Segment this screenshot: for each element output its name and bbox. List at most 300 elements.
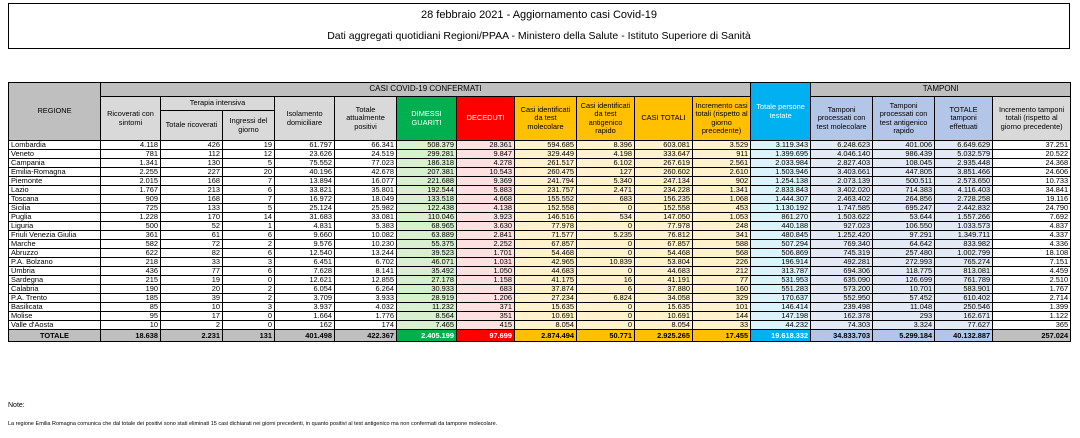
- value-cell: 1.254.138: [751, 177, 811, 186]
- value-cell: 480.845: [751, 231, 811, 240]
- value-cell: 293: [873, 312, 935, 321]
- value-cell: 24.519: [335, 150, 397, 159]
- value-cell: 329.449: [515, 150, 577, 159]
- value-cell: 6.264: [335, 285, 397, 294]
- value-cell: 19: [223, 141, 275, 150]
- value-cell: 221.688: [397, 177, 457, 186]
- value-cell: 1.341: [101, 159, 161, 168]
- value-cell: 155.552: [515, 195, 577, 204]
- value-cell: 257.480: [873, 249, 935, 258]
- table-row: [9, 267, 1071, 276]
- value-cell: 42.678: [335, 168, 397, 177]
- col-dimessi-guariti: DIMESSI GUARITI: [397, 97, 457, 141]
- value-cell: 1.557.266: [935, 213, 993, 222]
- value-cell: 2: [223, 294, 275, 303]
- value-cell: 6: [223, 249, 275, 258]
- value-cell: 2.471: [577, 186, 635, 195]
- table-row: [9, 276, 1071, 285]
- value-cell: 2.255: [101, 168, 161, 177]
- value-cell: 2.935.448: [935, 159, 993, 168]
- value-cell: 371: [457, 303, 515, 312]
- total-value-cell: 422.367: [335, 330, 397, 342]
- value-cell: 10.839: [577, 258, 635, 267]
- value-cell: 2.510: [993, 276, 1071, 285]
- value-cell: 147.198: [751, 312, 811, 321]
- col-incremento-casi: Incremento casi totali (rispetto al giorno precedente): [693, 97, 751, 141]
- value-cell: 1.767: [993, 285, 1071, 294]
- value-cell: 4.337: [993, 231, 1071, 240]
- value-cell: 34.058: [635, 294, 693, 303]
- value-cell: 351: [457, 312, 515, 321]
- value-cell: 71.577: [515, 231, 577, 240]
- region-name-cell: Lombardia: [9, 141, 101, 150]
- value-cell: 506.869: [751, 249, 811, 258]
- value-cell: 52: [161, 222, 223, 231]
- report-title: 28 febbraio 2021 - Aggiornamento casi Covid-19: [420, 9, 658, 21]
- total-value-cell: 17.455: [693, 330, 751, 342]
- value-cell: 4.336: [993, 240, 1071, 249]
- table-row: [9, 222, 1071, 231]
- value-cell: 4.278: [457, 159, 515, 168]
- value-cell: 64.642: [873, 240, 935, 249]
- value-cell: 8.564: [397, 312, 457, 321]
- value-cell: 986.439: [873, 150, 935, 159]
- value-cell: 313.787: [751, 267, 811, 276]
- table-row: [9, 249, 1071, 258]
- region-name-cell: Marche: [9, 240, 101, 249]
- value-cell: 7: [223, 177, 275, 186]
- value-cell: 231.757: [515, 186, 577, 195]
- value-cell: 3.119.343: [751, 141, 811, 150]
- value-cell: 6: [223, 231, 275, 240]
- value-cell: 215: [101, 276, 161, 285]
- value-cell: 2.073.139: [811, 177, 873, 186]
- value-cell: 4.118: [101, 141, 161, 150]
- value-cell: 507.294: [751, 240, 811, 249]
- value-cell: 170.637: [751, 294, 811, 303]
- value-cell: 67.857: [515, 240, 577, 249]
- value-cell: 3.933: [335, 294, 397, 303]
- value-cell: 11.232: [397, 303, 457, 312]
- value-cell: 1.033.573: [935, 222, 993, 231]
- value-cell: 4.831: [275, 222, 335, 231]
- value-cell: 112: [161, 150, 223, 159]
- region-name-cell: Sardegna: [9, 276, 101, 285]
- total-value-cell: 2.231: [161, 330, 223, 342]
- value-cell: 127: [577, 168, 635, 177]
- col-isolamento: Isolamento domiciliare: [275, 97, 335, 141]
- value-cell: 329: [693, 294, 751, 303]
- total-value-cell: 5.299.184: [873, 330, 935, 342]
- value-cell: 16: [577, 276, 635, 285]
- value-cell: 97.291: [873, 231, 935, 240]
- value-cell: 6: [223, 267, 275, 276]
- value-cell: 122.438: [397, 204, 457, 213]
- value-cell: 34.841: [993, 186, 1071, 195]
- col-tamponi-molecolare: Tamponi processati con test molecolare: [811, 97, 873, 141]
- table-row: [9, 195, 1071, 204]
- value-cell: 39.523: [397, 249, 457, 258]
- value-cell: 2.442.832: [935, 204, 993, 213]
- total-value-cell: 19.618.332: [751, 330, 811, 342]
- value-cell: 192.544: [397, 186, 457, 195]
- value-cell: 3.709: [275, 294, 335, 303]
- value-cell: 2.610: [693, 168, 751, 177]
- value-cell: 8.054: [515, 321, 577, 330]
- report-header: [8, 3, 1070, 49]
- value-cell: 33.821: [275, 186, 335, 195]
- value-cell: 10.733: [993, 177, 1071, 186]
- table-row: [9, 168, 1071, 177]
- table-row: [9, 204, 1071, 213]
- value-cell: 9.847: [457, 150, 515, 159]
- value-cell: 118.775: [873, 267, 935, 276]
- region-name-cell: P.A. Trento: [9, 294, 101, 303]
- total-value-cell: 2.405.199: [397, 330, 457, 342]
- value-cell: 44.683: [635, 267, 693, 276]
- col-casi-molecolare: Casi identificati da test molecolare: [515, 97, 577, 141]
- value-cell: 3.529: [693, 141, 751, 150]
- value-cell: 20.522: [993, 150, 1071, 159]
- covid-data-table: [8, 82, 1071, 342]
- value-cell: 765.274: [935, 258, 993, 267]
- value-cell: 0: [577, 303, 635, 312]
- value-cell: 361: [101, 231, 161, 240]
- value-cell: 33: [161, 258, 223, 267]
- value-cell: 694.306: [811, 267, 873, 276]
- value-cell: 156.235: [635, 195, 693, 204]
- value-cell: 1.444.307: [751, 195, 811, 204]
- table-row: [9, 240, 1071, 249]
- value-cell: 813.081: [935, 267, 993, 276]
- value-cell: 213: [161, 186, 223, 195]
- value-cell: 77.978: [515, 222, 577, 231]
- value-cell: 16.972: [275, 195, 335, 204]
- value-cell: 25.982: [335, 204, 397, 213]
- value-cell: 8.396: [577, 141, 635, 150]
- value-cell: 272.993: [873, 258, 935, 267]
- value-cell: 745.319: [811, 249, 873, 258]
- region-name-cell: Basilicata: [9, 303, 101, 312]
- value-cell: 24.606: [993, 168, 1071, 177]
- value-cell: 10.543: [457, 168, 515, 177]
- value-cell: 10.230: [335, 240, 397, 249]
- value-cell: 551.283: [751, 285, 811, 294]
- value-cell: 440.188: [751, 222, 811, 231]
- value-cell: 144: [693, 312, 751, 321]
- value-cell: 622: [101, 249, 161, 258]
- table-row: [9, 213, 1071, 222]
- total-value-cell: 50.771: [577, 330, 635, 342]
- value-cell: 1.349.711: [935, 231, 993, 240]
- value-cell: 534: [577, 213, 635, 222]
- col-tamponi-totale: TOTALE tamponi effettuati: [935, 97, 993, 141]
- total-row: [9, 330, 1071, 342]
- value-cell: 226: [693, 258, 751, 267]
- value-cell: 170: [161, 213, 223, 222]
- value-cell: 1.399.695: [751, 150, 811, 159]
- col-region-header: REGIONE: [9, 83, 101, 141]
- value-cell: 769.340: [811, 240, 873, 249]
- col-deceduti: DECEDUTI: [457, 97, 515, 141]
- total-value-cell: 401.498: [275, 330, 335, 342]
- value-cell: 19.116: [993, 195, 1071, 204]
- region-name-cell: Friuli Venezia Giulia: [9, 231, 101, 240]
- value-cell: 41.191: [635, 276, 693, 285]
- value-cell: 610.402: [935, 294, 993, 303]
- value-cell: 162.378: [811, 312, 873, 321]
- value-cell: 0: [577, 267, 635, 276]
- total-value-cell: 40.132.887: [935, 330, 993, 342]
- value-cell: 2.252: [457, 240, 515, 249]
- value-cell: 68.965: [397, 222, 457, 231]
- col-totale-positivi: Totale attualmente positivi: [335, 97, 397, 141]
- value-cell: 401.006: [873, 141, 935, 150]
- total-value-cell: 34.833.703: [811, 330, 873, 342]
- value-cell: 0: [223, 276, 275, 285]
- value-cell: 1.053: [693, 213, 751, 222]
- col-casi-totali: CASI TOTALI: [635, 97, 693, 141]
- value-cell: 10: [161, 303, 223, 312]
- value-cell: 77.978: [635, 222, 693, 231]
- value-cell: 603.081: [635, 141, 693, 150]
- value-cell: 8.141: [335, 267, 397, 276]
- value-cell: 3.630: [457, 222, 515, 231]
- value-cell: 5.235: [577, 231, 635, 240]
- value-cell: 1.228: [101, 213, 161, 222]
- value-cell: 635.090: [811, 276, 873, 285]
- value-cell: 14: [223, 213, 275, 222]
- value-cell: 0: [223, 312, 275, 321]
- table-row: [9, 294, 1071, 303]
- value-cell: 9.660: [275, 231, 335, 240]
- value-cell: 6.824: [577, 294, 635, 303]
- value-cell: 2.463.402: [811, 195, 873, 204]
- value-cell: 160: [693, 285, 751, 294]
- value-cell: 4.668: [457, 195, 515, 204]
- value-cell: 4.116.403: [935, 186, 993, 195]
- table-row: [9, 312, 1071, 321]
- value-cell: 582: [101, 240, 161, 249]
- value-cell: 39: [161, 294, 223, 303]
- value-cell: 3: [223, 258, 275, 267]
- value-cell: 902: [693, 177, 751, 186]
- value-cell: 24.368: [993, 159, 1071, 168]
- value-cell: 82: [161, 249, 223, 258]
- value-cell: 365: [993, 321, 1071, 330]
- value-cell: 63.889: [397, 231, 457, 240]
- value-cell: 260.475: [515, 168, 577, 177]
- value-cell: 2: [161, 321, 223, 330]
- value-cell: 583.901: [935, 285, 993, 294]
- value-cell: 761.789: [935, 276, 993, 285]
- value-cell: 241.794: [515, 177, 577, 186]
- value-cell: 531.953: [751, 276, 811, 285]
- value-cell: 53.804: [635, 258, 693, 267]
- value-cell: 2: [223, 240, 275, 249]
- value-cell: 110.046: [397, 213, 457, 222]
- value-cell: 2.015: [101, 177, 161, 186]
- value-cell: 16.077: [335, 177, 397, 186]
- value-cell: 207.381: [397, 168, 457, 177]
- value-cell: 46.071: [397, 258, 457, 267]
- value-cell: 106.550: [873, 222, 935, 231]
- value-cell: 453: [693, 204, 751, 213]
- value-cell: 1.031: [457, 258, 515, 267]
- value-cell: 299.281: [397, 150, 457, 159]
- region-name-cell: Valle d'Aosta: [9, 321, 101, 330]
- value-cell: 10.082: [335, 231, 397, 240]
- value-cell: 168: [161, 195, 223, 204]
- value-cell: 3.923: [457, 213, 515, 222]
- value-cell: 31.683: [275, 213, 335, 222]
- value-cell: 37.880: [635, 285, 693, 294]
- col-tamponi-antigenico: Tamponi processati con test antigenico rapido: [873, 97, 935, 141]
- value-cell: 146.414: [751, 303, 811, 312]
- value-cell: 74.303: [811, 321, 873, 330]
- value-cell: 61: [161, 231, 223, 240]
- value-cell: 508.379: [397, 141, 457, 150]
- value-cell: 2.833.843: [751, 186, 811, 195]
- value-cell: 55.375: [397, 240, 457, 249]
- value-cell: 0: [577, 240, 635, 249]
- region-name-cell: P.A. Bolzano: [9, 258, 101, 267]
- table-row: [9, 177, 1071, 186]
- col-casi-antigenico: Casi identificati da test antigenico rapido: [577, 97, 635, 141]
- region-name-cell: Umbria: [9, 267, 101, 276]
- value-cell: 4.046.140: [811, 150, 873, 159]
- col-persone-testate: Totale persone testate: [751, 83, 811, 141]
- value-cell: 341: [693, 231, 751, 240]
- value-cell: 133: [161, 204, 223, 213]
- value-cell: 30.933: [397, 285, 457, 294]
- value-cell: 1.341: [693, 186, 751, 195]
- value-cell: 683: [577, 195, 635, 204]
- value-cell: 77.023: [335, 159, 397, 168]
- value-cell: 594.685: [515, 141, 577, 150]
- value-cell: 77: [161, 267, 223, 276]
- value-cell: 28.919: [397, 294, 457, 303]
- value-cell: 20: [223, 168, 275, 177]
- value-cell: 6.451: [275, 258, 335, 267]
- value-cell: 0: [577, 321, 635, 330]
- value-cell: 2.573.650: [935, 177, 993, 186]
- value-cell: 133.518: [397, 195, 457, 204]
- value-cell: 196.914: [751, 258, 811, 267]
- value-cell: 77.627: [935, 321, 993, 330]
- value-cell: 500.511: [873, 177, 935, 186]
- value-cell: 40.196: [275, 168, 335, 177]
- region-name-cell: Puglia: [9, 213, 101, 222]
- value-cell: 5.383: [335, 222, 397, 231]
- value-cell: 264.856: [873, 195, 935, 204]
- value-cell: 1: [223, 222, 275, 231]
- value-cell: 3.324: [873, 321, 935, 330]
- value-cell: 552.950: [811, 294, 873, 303]
- value-cell: 10.701: [873, 285, 935, 294]
- value-cell: 861.270: [751, 213, 811, 222]
- value-cell: 250.546: [935, 303, 993, 312]
- region-name-cell: Molise: [9, 312, 101, 321]
- value-cell: 1.050: [457, 267, 515, 276]
- region-name-cell: Liguria: [9, 222, 101, 231]
- value-cell: 126.699: [873, 276, 935, 285]
- table-row: [9, 303, 1071, 312]
- value-cell: 9.576: [275, 240, 335, 249]
- value-cell: 18.049: [335, 195, 397, 204]
- value-cell: 41.175: [515, 276, 577, 285]
- value-cell: 186.318: [397, 159, 457, 168]
- value-cell: 714.383: [873, 186, 935, 195]
- value-cell: 75.552: [275, 159, 335, 168]
- value-cell: 7.465: [397, 321, 457, 330]
- value-cell: 2.714: [993, 294, 1071, 303]
- value-cell: 2.561: [693, 159, 751, 168]
- value-cell: 12.540: [275, 249, 335, 258]
- value-cell: 492.281: [811, 258, 873, 267]
- value-cell: 333.647: [635, 150, 693, 159]
- total-value-cell: 97.699: [457, 330, 515, 342]
- value-cell: 1.701: [457, 249, 515, 258]
- value-cell: 1.068: [693, 195, 751, 204]
- value-cell: 15.635: [515, 303, 577, 312]
- value-cell: 3.403.661: [811, 168, 873, 177]
- value-cell: 13.244: [335, 249, 397, 258]
- value-cell: 72: [161, 240, 223, 249]
- value-cell: 61.797: [275, 141, 335, 150]
- value-cell: 12.855: [335, 276, 397, 285]
- value-cell: 2: [223, 285, 275, 294]
- value-cell: 436: [101, 267, 161, 276]
- value-cell: 18.108: [993, 249, 1071, 258]
- value-cell: 2.728.258: [935, 195, 993, 204]
- value-cell: 3.402.020: [811, 186, 873, 195]
- table-row: [9, 321, 1071, 330]
- value-cell: 190: [101, 285, 161, 294]
- value-cell: 44.683: [515, 267, 577, 276]
- value-cell: 28.361: [457, 141, 515, 150]
- value-cell: 42.965: [515, 258, 577, 267]
- value-cell: 1.122: [993, 312, 1071, 321]
- value-cell: 909: [101, 195, 161, 204]
- value-cell: 573.200: [811, 285, 873, 294]
- value-cell: 2.827.403: [811, 159, 873, 168]
- table-row: [9, 231, 1071, 240]
- value-cell: 1.002.799: [935, 249, 993, 258]
- value-cell: 15.635: [635, 303, 693, 312]
- value-cell: 162.671: [935, 312, 993, 321]
- value-cell: 1.747.585: [811, 204, 873, 213]
- value-cell: 7.628: [275, 267, 335, 276]
- terapia-intensiva-group: Terapia intensiva: [161, 97, 275, 111]
- table-row: [9, 159, 1071, 168]
- value-cell: 6: [577, 285, 635, 294]
- value-cell: 1.252.420: [811, 231, 873, 240]
- value-cell: 20: [161, 285, 223, 294]
- value-cell: 1.767: [101, 186, 161, 195]
- value-cell: 77: [693, 276, 751, 285]
- value-cell: 35.492: [397, 267, 457, 276]
- value-cell: 6.248.623: [811, 141, 873, 150]
- value-cell: 212: [693, 267, 751, 276]
- value-cell: 1.130.192: [751, 204, 811, 213]
- value-cell: 152.558: [635, 204, 693, 213]
- value-cell: 5: [223, 204, 275, 213]
- value-cell: 248: [693, 222, 751, 231]
- value-cell: 1.206: [457, 294, 515, 303]
- value-cell: 9.369: [457, 177, 515, 186]
- value-cell: 5.883: [457, 186, 515, 195]
